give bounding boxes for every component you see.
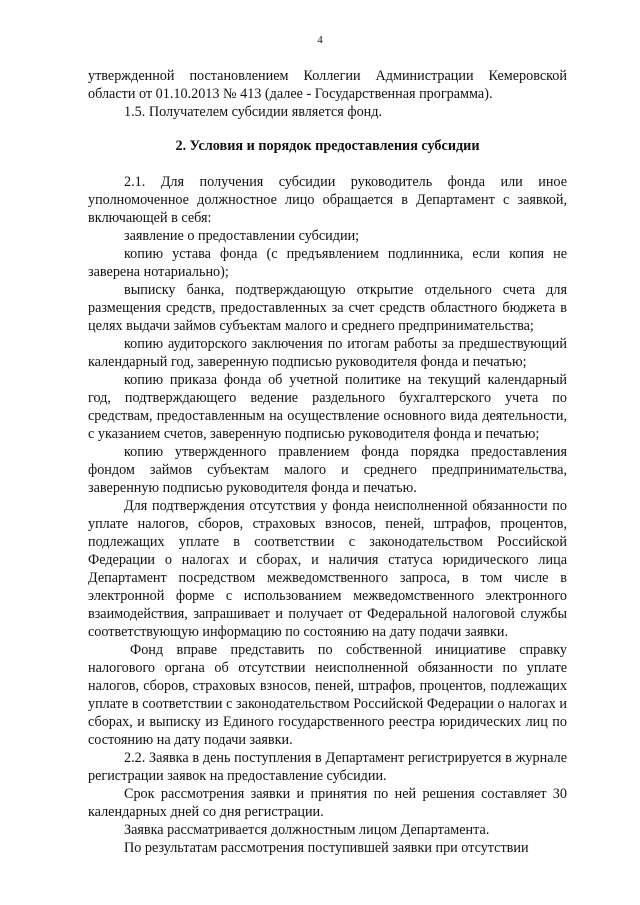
- list-item: копию устава фонда (с предъявлением подлинника, если копия не заверена нотариально);: [88, 246, 567, 280]
- section-2-heading: 2. Условия и порядок предоставления субсидии: [175, 138, 480, 154]
- list-item: копию приказа фонда об учетной политике на текущий календарный год, подтверждающего ведение раздельного бухгалтерского учета по средствам, предоставленным на осуществление основного вида деятельности, с указанием счетов, заверенную подписью руководителя фонда и печатью;: [88, 372, 567, 442]
- reviewer-paragraph: Заявка рассматривается должностным лицом Департамента.: [124, 822, 490, 838]
- list-item: заявление о предоставлении субсидии;: [124, 228, 360, 244]
- confirmation-paragraph: Для подтверждения отсутствия у фонда неисполненной обязанности по уплате налогов, сборов, страховых взносов, пеней, штрафов, процентов, подлежащих уплате в соответствии с законодательством Российской Федерации о налогах и сборах, и наличия статуса юридического лица Департамент посредством межведомственного запроса, в том числе в электронной форме с использованием межведомственного электронного взаимодействия, запрашивает и получает от Федеральной налоговой службы соответствующую информацию по состоянию на дату подачи заявки.: [88, 498, 567, 640]
- clause-2-2: 2.2. Заявка в день поступления в Департамент регистрируется в журнале регистрации заявок на предоставление субсидии.: [88, 750, 567, 784]
- intro-paragraph-1: утвержденной постановлением Коллегии Администрации Кемеровской области от 01.10.2013 № 413 (далее - Государственная программа).: [88, 68, 567, 102]
- list-item: копию аудиторского заключения по итогам работы за предшествующий календарный год, заверенную подписью руководителя фонда и печатью;: [88, 336, 567, 370]
- list-item: выписку банка, подтверждающую открытие отдельного счета для размещения средств, предоставленных за счет средств областного бюджета в целях выдачи займов субъектам малого и среднего предпринимательства;: [88, 282, 567, 334]
- list-item: копию утвержденного правлением фонда порядка предоставления фондом займов субъектам малого и среднего предпринимательства, заверенную подписью руководителя фонда и печатью.: [88, 444, 567, 496]
- fund-certificate-paragraph: Фонд вправе представить по собственной инициативе справку налогового органа об отсутствии неисполненной обязанности по уплате налогов, сборов, страховых взносов, пеней, штрафов, процентов, подлежащих уплате в соответствии с законодательством Российской Федерации о налогах и сборах, и выписку из Единого государственного реестра юридических лиц по состоянию на дату подачи заявки.: [88, 642, 567, 748]
- clause-1-5: 1.5. Получателем субсидии является фонд.: [124, 104, 383, 120]
- review-term-paragraph: Срок рассмотрения заявки и принятия по ней решения составляет 30 календарных дней со дня регистрации.: [88, 786, 567, 820]
- clause-2-1: 2.1. Для получения субсидии руководитель фонда или иное уполномоченное должностное лицо обращается в Департамент с заявкой, включающей в себя:: [88, 174, 567, 226]
- document-body: [88, 67, 567, 857]
- review-result-paragraph: По результатам рассмотрения поступившей заявки при отсутствии: [124, 840, 529, 856]
- page-number: 4: [317, 34, 323, 46]
